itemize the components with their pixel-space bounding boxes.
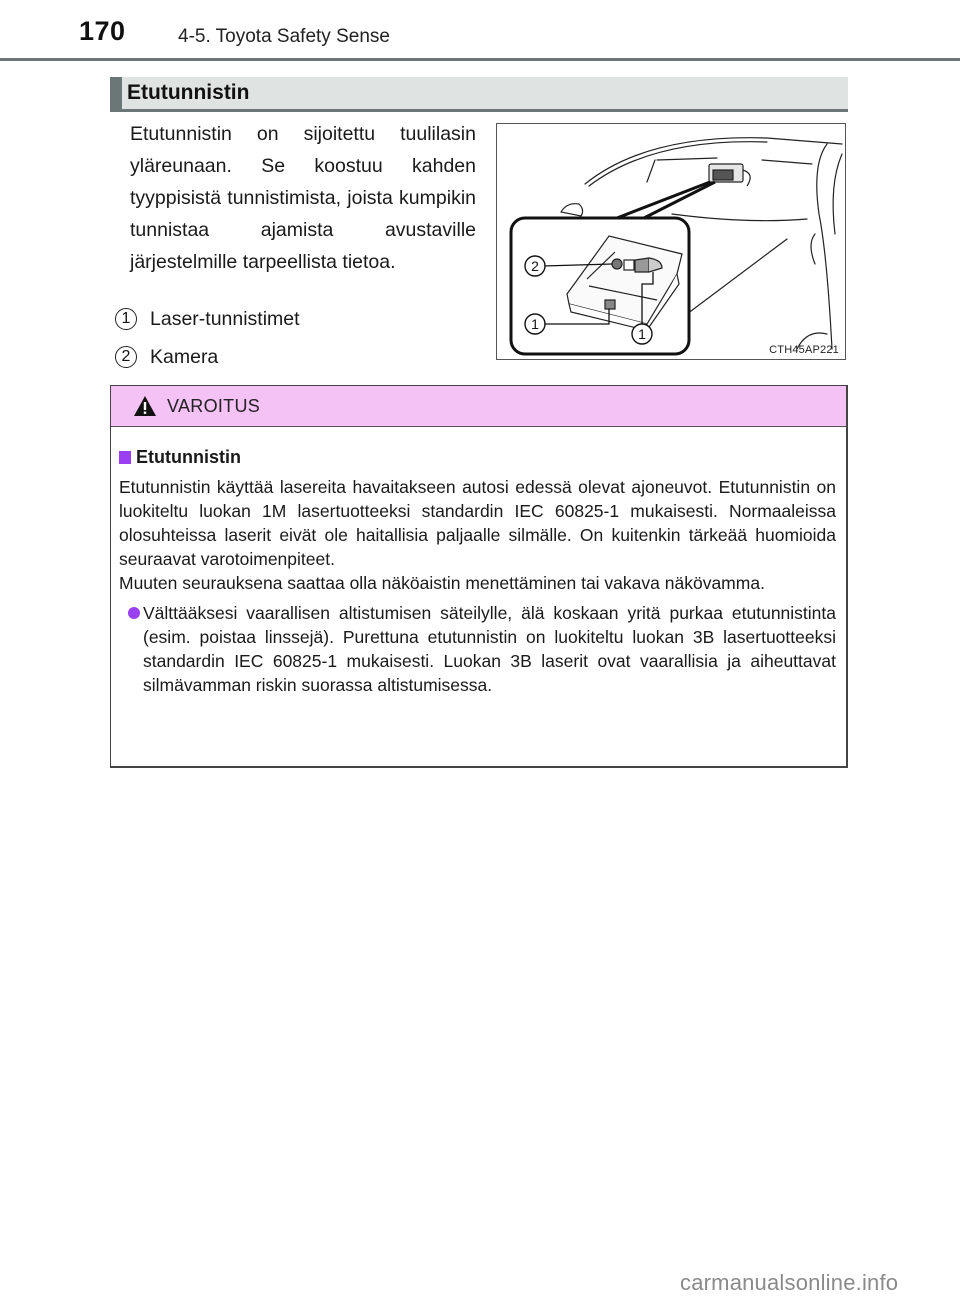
legend-item-laser bbox=[115, 300, 300, 338]
warning-bullet-text: Välttääksesi vaarallisen altistumisen säteilylle, älä koskaan yritä purkaa etutunnistinta (esim. poistaa linssejä). Purettuna etutunnistin on luokiteltu luokan 3B lasertuotteeksi standardin IEC 60825-1 mukaisesti. Luokan 3B laserit ovat vaarallisia ja aiheuttavat silmävamman riskin suorassa altistumisessa. bbox=[143, 603, 836, 695]
warning-header bbox=[111, 386, 846, 427]
round-bullet-icon bbox=[128, 607, 140, 619]
windshield-sensor-illustration bbox=[497, 124, 847, 361]
page-number: 170 bbox=[79, 16, 126, 46]
section-header bbox=[110, 77, 848, 112]
intro-text bbox=[130, 118, 476, 278]
square-bullet-icon bbox=[119, 451, 131, 464]
number-1-icon: 1 bbox=[115, 308, 137, 330]
section-accent-bar bbox=[110, 77, 122, 112]
warning-subhead bbox=[119, 445, 836, 469]
chapter-title: 4-5. Toyota Safety Sense bbox=[178, 26, 390, 47]
warning-box bbox=[110, 385, 848, 768]
figure-code: CTH45AP221 bbox=[769, 344, 839, 356]
warning-triangle-icon bbox=[133, 395, 157, 417]
warning-subhead-text: Etutunnistin bbox=[136, 447, 241, 467]
section-title: Etutunnistin bbox=[127, 81, 250, 104]
warning-paragraph: Etutunnistin käyttää lasereita havaitakseen autosi edessä olevat ajoneuvot. Etutunnistin on luokiteltu luokan 1M lasertuotteeksi standardin IEC 60825-1 mukaisesti. Normaaleissa olosuhteissa laserit eivät ole haitallisia paljaalle silmälle. On kuitenkin tärkeää huomioida seuraavat varotoimenpiteet. bbox=[119, 477, 836, 569]
warning-body bbox=[111, 427, 846, 697]
svg-text:1: 1 bbox=[638, 326, 646, 342]
svg-text:1: 1 bbox=[531, 316, 539, 332]
warning-label: VAROITUS bbox=[167, 396, 261, 416]
warning-paragraph: Muuten seurauksena saattaa olla näköaistin menettäminen tai vakava näkövamma. bbox=[119, 573, 765, 593]
sensor-figure bbox=[496, 123, 846, 360]
svg-text:2: 2 bbox=[531, 258, 539, 274]
legend-label: Kamera bbox=[150, 345, 219, 368]
number-2-icon: 2 bbox=[115, 346, 137, 368]
figure-legend bbox=[115, 300, 300, 376]
warning-bullet bbox=[119, 601, 836, 697]
legend-item-camera bbox=[115, 338, 300, 376]
intro-paragraph: Etutunnistin on sijoitettu tuulilasin yläreunaan. Se koostuu kahden tyyppisistä tunnistimista, joista kumpikin tunnistaa ajamista avustaville järjestelmille tarpeellista tietoa. bbox=[130, 123, 476, 273]
legend-label: Laser-tunnistimet bbox=[150, 307, 300, 330]
watermark: carmanualsonline.info bbox=[680, 1270, 899, 1295]
header-divider bbox=[0, 58, 960, 61]
